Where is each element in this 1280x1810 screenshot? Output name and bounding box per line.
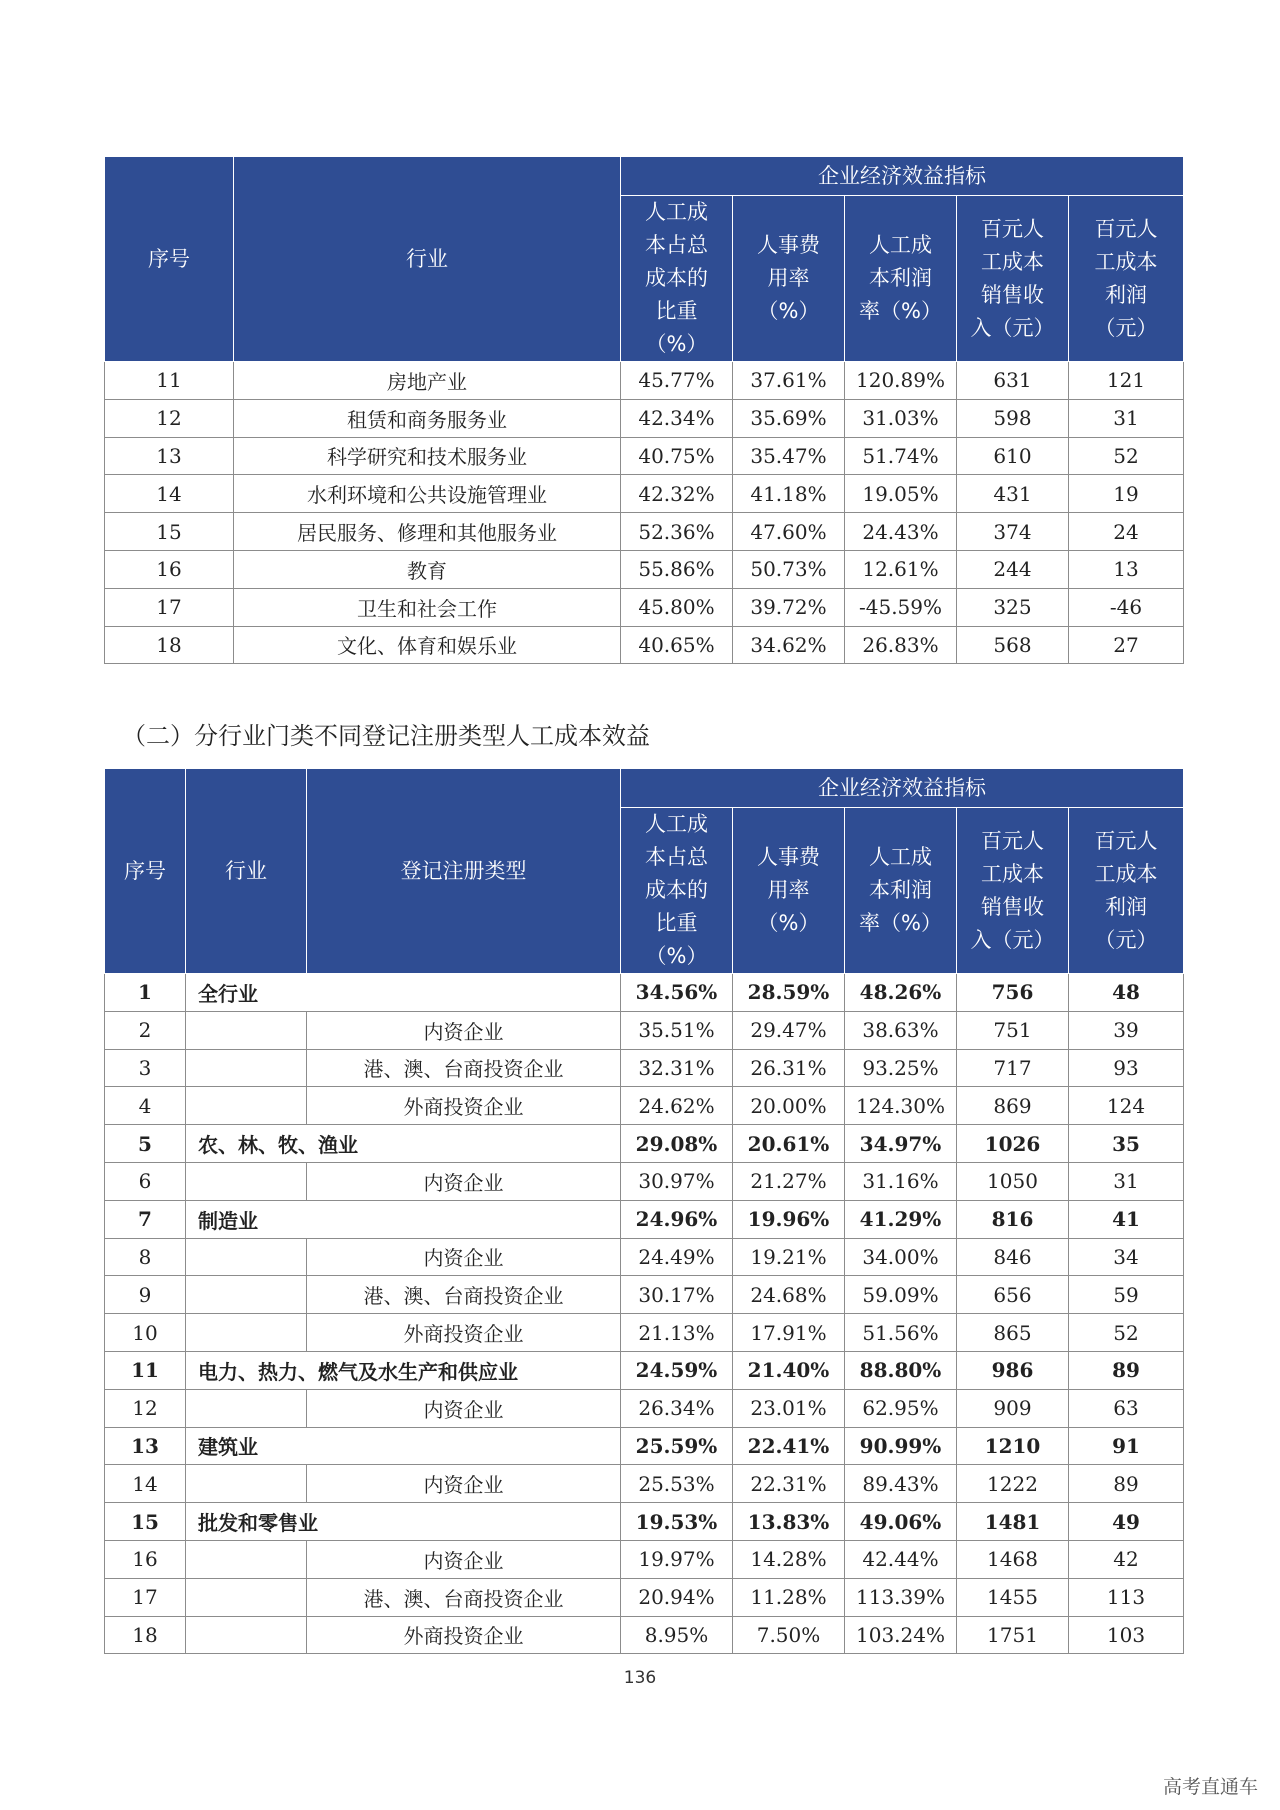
cell-seq: 4 (105, 1087, 186, 1125)
cell-value: 113 (1069, 1578, 1184, 1616)
cell-value: 24.96% (621, 1200, 733, 1238)
cell-value: 49 (1069, 1503, 1184, 1541)
cell-seq: 13 (105, 1427, 186, 1465)
cell-value: 34.97% (845, 1125, 957, 1163)
cell-value: 24.49% (621, 1238, 733, 1276)
header-line: 本利润 (869, 878, 932, 902)
table-row (105, 1011, 1184, 1049)
cell-value: 7.50% (733, 1616, 845, 1654)
cell-value: -46 (1069, 588, 1184, 626)
cell-value: 23.01% (733, 1389, 845, 1427)
header-line: 本利润 (869, 266, 932, 290)
cell-registration-type: 内资企业 (307, 1162, 621, 1200)
header-line: 工成本 (981, 249, 1044, 274)
table-row (105, 1314, 1184, 1352)
cell-industry (186, 1616, 307, 1654)
cell-value: 909 (957, 1389, 1069, 1427)
header-line: 百元人 (981, 216, 1044, 241)
cell-value: 31 (1069, 399, 1184, 437)
cell-value: 598 (957, 399, 1069, 437)
cell-seq: 15 (105, 1503, 186, 1541)
cell-value: 19.05% (845, 475, 957, 513)
cell-registration-type: 外商投资企业 (307, 1616, 621, 1654)
cell-seq: 6 (105, 1162, 186, 1200)
cell-industry: 卫生和社会工作 (234, 588, 621, 626)
watermark: 高考直通车 (1162, 1776, 1258, 1798)
cell-registration-type: 内资企业 (307, 1540, 621, 1578)
cell-value: 38.63% (845, 1011, 957, 1049)
cell-value: 29.47% (733, 1011, 845, 1049)
cell-value: 31.03% (845, 399, 957, 437)
cell-value: 986 (957, 1351, 1069, 1389)
cell-industry: 全行业 (186, 974, 621, 1012)
cell-value: 32.31% (621, 1049, 733, 1087)
cell-industry (186, 1314, 307, 1352)
cell-value: 49.06% (845, 1503, 957, 1541)
cell-seq: 13 (105, 437, 234, 475)
cell-seq: 15 (105, 513, 234, 551)
cell-value: 1455 (957, 1578, 1069, 1616)
table-row (105, 1276, 1184, 1314)
table-row (105, 1616, 1184, 1654)
cell-value: 610 (957, 437, 1069, 475)
cell-value: 431 (957, 475, 1069, 513)
header-line: 比重 (655, 911, 698, 935)
header-metric-2 (845, 196, 957, 362)
cell-value: 34 (1069, 1238, 1184, 1276)
cell-value: 22.41% (733, 1427, 845, 1465)
cell-value: 88.80% (845, 1351, 957, 1389)
cell-seq: 7 (105, 1200, 186, 1238)
cell-value: -45.59% (845, 588, 957, 626)
cell-registration-type: 港、澳、台商投资企业 (307, 1049, 621, 1087)
cell-value: 19.97% (621, 1540, 733, 1578)
cell-value: 24 (1069, 513, 1184, 551)
cell-value: 1050 (957, 1162, 1069, 1200)
cell-value: 26.83% (845, 626, 957, 664)
cell-value: 93 (1069, 1049, 1184, 1087)
cell-value: 35.69% (733, 399, 845, 437)
cell-seq: 10 (105, 1314, 186, 1352)
table-industry-efficiency (104, 156, 1184, 664)
cell-industry: 文化、体育和娱乐业 (234, 626, 621, 664)
cell-value: 35.51% (621, 1011, 733, 1049)
header-line: （%） (757, 911, 820, 935)
cell-value: 374 (957, 513, 1069, 551)
cell-industry (186, 1049, 307, 1087)
header-line: 百元人 (1094, 216, 1158, 241)
cell-value: 24.59% (621, 1351, 733, 1389)
header-line: 人工成 (645, 812, 708, 836)
table-row (105, 1465, 1184, 1503)
cell-value: 124 (1069, 1087, 1184, 1125)
cell-seq: 11 (105, 1351, 186, 1389)
cell-value: 59.09% (845, 1276, 957, 1314)
header-line: 本占总 (645, 233, 708, 257)
cell-seq: 17 (105, 1578, 186, 1616)
cell-value: 47.60% (733, 513, 845, 551)
header-line: 工成本 (1094, 861, 1158, 886)
cell-industry: 租赁和商务服务业 (234, 399, 621, 437)
table-row (105, 399, 1184, 437)
cell-value: 41 (1069, 1200, 1184, 1238)
header-metric-1 (733, 196, 845, 362)
header-line: 比重 (655, 299, 698, 323)
cell-value: 751 (957, 1011, 1069, 1049)
cell-value: 51.56% (845, 1314, 957, 1352)
cell-value: 19 (1069, 475, 1184, 513)
cell-industry (186, 1465, 307, 1503)
cell-value: 34.56% (621, 974, 733, 1012)
header-line: 人工成 (645, 200, 708, 224)
header-line: 率（%） (859, 299, 942, 323)
table-row (105, 1503, 1184, 1541)
cell-value: 22.31% (733, 1465, 845, 1503)
cell-value: 631 (957, 362, 1069, 400)
cell-value: 89 (1069, 1465, 1184, 1503)
cell-seq: 2 (105, 1011, 186, 1049)
cell-industry: 批发和零售业 (186, 1503, 621, 1541)
cell-seq: 3 (105, 1049, 186, 1087)
cell-value: 45.80% (621, 588, 733, 626)
cell-value: 865 (957, 1314, 1069, 1352)
cell-value: 1222 (957, 1465, 1069, 1503)
table-row (105, 1049, 1184, 1087)
cell-value: 13 (1069, 550, 1184, 588)
header-line: 入（元） (970, 315, 1055, 340)
cell-seq: 16 (105, 550, 234, 588)
cell-seq: 14 (105, 1465, 186, 1503)
table-row (105, 626, 1184, 664)
cell-value: 20.00% (733, 1087, 845, 1125)
cell-industry: 教育 (234, 550, 621, 588)
cell-registration-type: 内资企业 (307, 1011, 621, 1049)
cell-value: 52 (1069, 437, 1184, 475)
cell-value: 24.62% (621, 1087, 733, 1125)
cell-industry (186, 1276, 307, 1314)
table-row (105, 475, 1184, 513)
cell-value: 756 (957, 974, 1069, 1012)
cell-seq: 1 (105, 974, 186, 1012)
cell-value: 48.26% (845, 974, 957, 1012)
cell-value: 1481 (957, 1503, 1069, 1541)
header-metric-1 (733, 808, 845, 974)
cell-seq: 8 (105, 1238, 186, 1276)
cell-industry: 建筑业 (186, 1427, 621, 1465)
cell-registration-type: 内资企业 (307, 1389, 621, 1427)
cell-seq: 12 (105, 1389, 186, 1427)
cell-value: 25.53% (621, 1465, 733, 1503)
cell-seq: 14 (105, 475, 234, 513)
cell-seq: 12 (105, 399, 234, 437)
cell-industry (186, 1011, 307, 1049)
header-line: 利润 (1105, 282, 1147, 307)
cell-seq: 16 (105, 1540, 186, 1578)
cell-value: 62.95% (845, 1389, 957, 1427)
cell-value: 40.75% (621, 437, 733, 475)
cell-value: 8.95% (621, 1616, 733, 1654)
cell-industry: 农、林、牧、渔业 (186, 1125, 621, 1163)
cell-registration-type: 港、澳、台商投资企业 (307, 1578, 621, 1616)
cell-registration-type: 外商投资企业 (307, 1314, 621, 1352)
cell-value: 124.30% (845, 1087, 957, 1125)
cell-value: 244 (957, 550, 1069, 588)
table-row (105, 1351, 1184, 1389)
cell-seq: 17 (105, 588, 234, 626)
cell-industry (186, 1578, 307, 1616)
cell-value: 34.62% (733, 626, 845, 664)
header-metric-4 (1069, 196, 1184, 362)
cell-industry (186, 1389, 307, 1427)
header-registration-type: 登记注册类型 (307, 769, 621, 974)
cell-value: 30.97% (621, 1162, 733, 1200)
cell-seq: 18 (105, 626, 234, 664)
cell-value: 42.32% (621, 475, 733, 513)
cell-value: 51.74% (845, 437, 957, 475)
header-line: 工成本 (1094, 249, 1158, 274)
cell-value: 113.39% (845, 1578, 957, 1616)
page-number: 136 (623, 1668, 657, 1688)
cell-value: 1751 (957, 1616, 1069, 1654)
cell-value: 1210 (957, 1427, 1069, 1465)
cell-value: 41.29% (845, 1200, 957, 1238)
cell-value: 42 (1069, 1540, 1184, 1578)
table-row (105, 513, 1184, 551)
header-metric-2 (845, 808, 957, 974)
header-metric-3 (957, 196, 1069, 362)
cell-value: 90.99% (845, 1427, 957, 1465)
cell-industry (186, 1238, 307, 1276)
cell-value: 21.27% (733, 1162, 845, 1200)
cell-value: 52 (1069, 1314, 1184, 1352)
header-line: 成本的 (645, 878, 708, 902)
header-line: 销售收 (981, 282, 1044, 307)
cell-value: 656 (957, 1276, 1069, 1314)
cell-value: 14.28% (733, 1540, 845, 1578)
cell-value: 24.43% (845, 513, 957, 551)
cell-value: 19.53% (621, 1503, 733, 1541)
cell-industry (186, 1162, 307, 1200)
cell-value: 93.25% (845, 1049, 957, 1087)
cell-value: 325 (957, 588, 1069, 626)
header-line: 百元人 (1094, 828, 1158, 853)
table-row (105, 588, 1184, 626)
table-row (105, 362, 1184, 400)
header-line: 入（元） (970, 927, 1055, 952)
cell-value: 28.59% (733, 974, 845, 1012)
cell-value: 21.40% (733, 1351, 845, 1389)
header-line: 人事费 (757, 845, 820, 869)
cell-value: 717 (957, 1049, 1069, 1087)
cell-value: 52.36% (621, 513, 733, 551)
cell-registration-type: 外商投资企业 (307, 1087, 621, 1125)
table-row (105, 1200, 1184, 1238)
cell-value: 103.24% (845, 1616, 957, 1654)
header-line: 本占总 (645, 845, 708, 869)
header-metric-0 (621, 196, 733, 362)
cell-industry: 电力、热力、燃气及水生产和供应业 (186, 1351, 621, 1389)
header-line: 人工成 (869, 233, 932, 257)
cell-value: 39 (1069, 1011, 1184, 1049)
table-row (105, 974, 1184, 1012)
table-row (105, 1427, 1184, 1465)
header-line: 百元人 (981, 828, 1044, 853)
cell-value: 846 (957, 1238, 1069, 1276)
cell-value: 20.94% (621, 1578, 733, 1616)
cell-value: 31 (1069, 1162, 1184, 1200)
cell-value: 103 (1069, 1616, 1184, 1654)
cell-industry: 制造业 (186, 1200, 621, 1238)
cell-value: 48 (1069, 974, 1184, 1012)
header-group: 企业经济效益指标 (621, 769, 1184, 808)
cell-registration-type: 内资企业 (307, 1238, 621, 1276)
table-row (105, 1087, 1184, 1125)
header-line: （%） (645, 332, 708, 356)
cell-value: 50.73% (733, 550, 845, 588)
header-line: （元） (1094, 927, 1158, 952)
cell-value: 35 (1069, 1125, 1184, 1163)
header-line: （元） (1094, 315, 1158, 340)
cell-value: 568 (957, 626, 1069, 664)
cell-value: 13.83% (733, 1503, 845, 1541)
header-line: （%） (757, 299, 820, 323)
table-row (105, 437, 1184, 475)
cell-industry: 水利环境和公共设施管理业 (234, 475, 621, 513)
cell-value: 42.44% (845, 1540, 957, 1578)
header-seq: 序号 (105, 769, 186, 974)
cell-value: 40.65% (621, 626, 733, 664)
header-line: 销售收 (981, 894, 1044, 919)
cell-value: 91 (1069, 1427, 1184, 1465)
table-row (105, 1540, 1184, 1578)
header-line: 工成本 (981, 861, 1044, 886)
table-registration-type-efficiency (104, 768, 1184, 1654)
cell-value: 120.89% (845, 362, 957, 400)
cell-value: 31.16% (845, 1162, 957, 1200)
header-line: （%） (645, 944, 708, 968)
header-seq: 序号 (105, 157, 234, 362)
header-line: 成本的 (645, 266, 708, 290)
cell-value: 21.13% (621, 1314, 733, 1352)
header-line: 率（%） (859, 911, 942, 935)
cell-seq: 11 (105, 362, 234, 400)
cell-value: 1468 (957, 1540, 1069, 1578)
cell-value: 42.34% (621, 399, 733, 437)
cell-value: 63 (1069, 1389, 1184, 1427)
header-metric-3 (957, 808, 1069, 974)
cell-registration-type: 内资企业 (307, 1465, 621, 1503)
cell-seq: 18 (105, 1616, 186, 1654)
cell-value: 34.00% (845, 1238, 957, 1276)
header-group: 企业经济效益指标 (621, 157, 1184, 196)
cell-value: 26.34% (621, 1389, 733, 1427)
header-line: 用率 (767, 266, 810, 290)
cell-value: 59 (1069, 1276, 1184, 1314)
cell-value: 29.08% (621, 1125, 733, 1163)
header-industry: 行业 (186, 769, 307, 974)
header-metric-4 (1069, 808, 1184, 974)
cell-seq: 5 (105, 1125, 186, 1163)
cell-value: 35.47% (733, 437, 845, 475)
cell-industry (186, 1540, 307, 1578)
cell-value: 55.86% (621, 550, 733, 588)
cell-value: 89.43% (845, 1465, 957, 1503)
cell-seq: 9 (105, 1276, 186, 1314)
cell-value: 11.28% (733, 1578, 845, 1616)
header-line: 人事费 (757, 233, 820, 257)
header-metric-0 (621, 808, 733, 974)
cell-value: 27 (1069, 626, 1184, 664)
cell-value: 20.61% (733, 1125, 845, 1163)
cell-value: 12.61% (845, 550, 957, 588)
cell-value: 30.17% (621, 1276, 733, 1314)
section-title: （二）分行业门类不同登记注册类型人工成本效益 (122, 722, 650, 750)
cell-value: 121 (1069, 362, 1184, 400)
table-row (105, 1125, 1184, 1163)
table-row (105, 1578, 1184, 1616)
header-line: 用率 (767, 878, 810, 902)
cell-value: 24.68% (733, 1276, 845, 1314)
cell-industry: 居民服务、修理和其他服务业 (234, 513, 621, 551)
cell-value: 17.91% (733, 1314, 845, 1352)
cell-registration-type: 港、澳、台商投资企业 (307, 1276, 621, 1314)
cell-value: 26.31% (733, 1049, 845, 1087)
table-row (105, 550, 1184, 588)
header-line: 人工成 (869, 845, 932, 869)
cell-value: 45.77% (621, 362, 733, 400)
table-row (105, 1162, 1184, 1200)
table-row (105, 1389, 1184, 1427)
cell-value: 869 (957, 1087, 1069, 1125)
cell-value: 89 (1069, 1351, 1184, 1389)
cell-value: 25.59% (621, 1427, 733, 1465)
cell-value: 41.18% (733, 475, 845, 513)
cell-value: 39.72% (733, 588, 845, 626)
table-row (105, 1238, 1184, 1276)
cell-industry: 科学研究和技术服务业 (234, 437, 621, 475)
cell-value: 19.96% (733, 1200, 845, 1238)
header-line: 利润 (1105, 894, 1147, 919)
cell-industry (186, 1087, 307, 1125)
cell-value: 816 (957, 1200, 1069, 1238)
header-industry: 行业 (234, 157, 621, 362)
cell-value: 37.61% (733, 362, 845, 400)
cell-industry: 房地产业 (234, 362, 621, 400)
cell-value: 19.21% (733, 1238, 845, 1276)
cell-value: 1026 (957, 1125, 1069, 1163)
